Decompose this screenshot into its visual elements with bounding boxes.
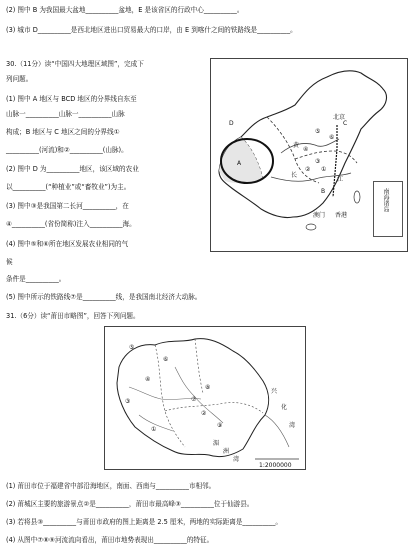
label-n4: ④	[303, 146, 309, 153]
putian-label-n6: ⑥	[163, 356, 169, 363]
question-30-1c: 构成；B 地区与 C 地区之间的分界线①	[6, 128, 120, 136]
label-c: C	[343, 120, 348, 127]
south-china-sea-inset	[373, 181, 403, 237]
china-regions-map	[210, 58, 408, 252]
question-29-2: (2) 图中 B 为我国最大盆地__________盆地，E 是该省区的行政中心__________。	[6, 6, 244, 14]
question-30-2: (2) 图中 D 为__________地区，该区域的农业	[6, 165, 139, 173]
putian-label-n3: ③	[125, 398, 131, 405]
label-beijing: 北京	[333, 114, 346, 121]
putian-label-n8: ⑧	[205, 384, 211, 391]
question-30-1: (1) 图中 A 地区与 BCD 地区的分界线自东至	[6, 95, 137, 103]
question-31-2: (2) 莆城区主要的旅游景点②是__________，莆田市最高峰③__________位于仙游县。	[6, 500, 254, 508]
putian-map	[104, 326, 306, 470]
putian-label-xing: 兴	[271, 388, 278, 395]
question-31-title: 31.（6分）读“莆田市略图”，回答下列问题。	[6, 312, 140, 320]
label-a: A	[237, 160, 242, 167]
putian-label-n4: ④	[145, 376, 151, 383]
question-30-4c: 条件是__________。	[6, 275, 66, 283]
putian-label-wan2: 湾	[233, 456, 240, 463]
question-30-title: 30.（11分）读“中国四大地理区域图”，完成下	[6, 60, 144, 68]
question-30-1b: 山脉一__________山脉一__________山脉	[6, 110, 125, 118]
label-n6: ⑥	[329, 134, 335, 141]
label-xianggang: 香港	[335, 212, 348, 219]
label-n1: ①	[321, 166, 327, 173]
label-n2: ②	[305, 166, 311, 173]
putian-label-mei: 湄	[213, 440, 220, 447]
putian-label-n5: ⑤	[129, 344, 135, 351]
putian-label-hua: 化	[281, 404, 288, 411]
putian-label-n9: ⑨	[217, 422, 223, 429]
label-jiang: 江	[337, 176, 344, 183]
label-aomen: 澳门	[313, 212, 326, 219]
question-31-3: (3) 若将县③__________与莆田市政府的图上距离是 2.5 厘米，两地的实际距离是__________。	[6, 518, 282, 526]
putian-label-n2: ②	[201, 410, 207, 417]
question-30-2b: 以__________(“种植业”或“畜牧业”)为主。	[6, 183, 131, 191]
question-30-title-2: 列问题。	[6, 75, 33, 83]
label-chang: 长	[291, 172, 298, 179]
question-30-3b: ④__________(省份简称)注入__________海。	[6, 220, 136, 228]
label-n3: ③	[315, 158, 321, 165]
putian-scale: 1:2000000	[259, 462, 292, 469]
putian-label-zhou: 洲	[223, 448, 230, 455]
putian-map-svg	[105, 327, 305, 469]
label-n5: ⑤	[315, 128, 321, 135]
label-huang: 黄	[293, 142, 300, 149]
question-30-4b: 候	[6, 258, 13, 266]
question-30-1d: __________(河流)和②__________(山脉)。	[6, 146, 128, 154]
label-d: D	[229, 120, 234, 127]
question-30-4: (4) 图中⑤和⑥所在地区发展农业相同的气	[6, 240, 129, 248]
inset-label: 南海诸岛	[382, 188, 389, 212]
putian-label-wan: 湾	[289, 422, 296, 429]
putian-label-n7: ⑦	[191, 396, 197, 403]
question-29-3: (3) 城市 D__________是西北地区进出口贸易最大的口岸，由 E 到喀什之间的铁路线是__________。	[6, 26, 297, 34]
question-31-1: (1) 莆田市位于福建省中部沿海地区，南面、西南与__________市相邻。	[6, 482, 216, 490]
question-30-3: (3) 图中③是我国第二长河__________，在	[6, 202, 129, 210]
question-30-5: (5) 图中所示的铁路线⑦是__________线，是我国南北经济大动脉。	[6, 293, 202, 301]
label-b: B	[321, 188, 326, 195]
question-31-4: (4) 从图中⑦⑧⑨河流流向看出，莆田市地势表现出__________的特征。	[6, 536, 214, 544]
putian-label-n1: ①	[151, 426, 157, 433]
